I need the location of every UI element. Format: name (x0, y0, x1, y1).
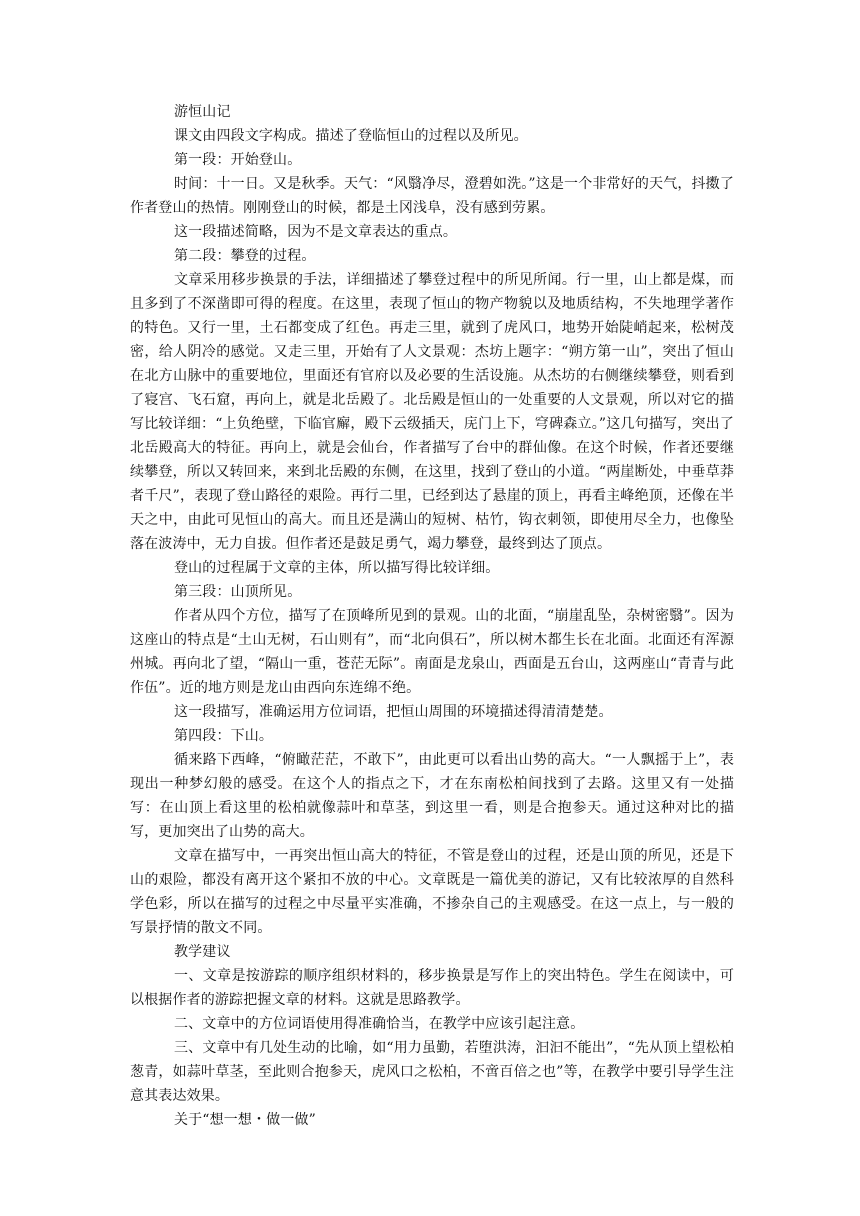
section-heading: 第二段：攀登的过程。 (174, 248, 316, 264)
section-heading: 第四段：下山。 (174, 728, 274, 744)
paragraph: 一、文章是按游踪的顺序组织材料的，移步换景是写作上的突出特色。学生在阅读中，可以根据作者的游踪把握文章的材料。这就是思路教学。 (130, 968, 734, 1008)
document-body (130, 100, 734, 1132)
paragraph: 登山的过程属于文章的主体，所以描写得比较详细。 (174, 560, 500, 576)
paragraph: 文章在描写中，一再突出恒山高大的特征，不管是登山的过程，还是山顶的所见，还是下山的艰险，都没有离开这个紧扣不放的中心。文章既是一篇优美的游记，又有比较浓厚的自然科学色彩，所以在描写的过程之中尽量平实准确，不掺杂自己的主观感受。在这一点上，与一般的写景抒情的散文不同。 (130, 848, 734, 936)
paragraph: 文章采用移步换景的手法，详细描述了攀登过程中的所见所闻。行一里，山上都是煤，而且多到了不深凿即可得的程度。在这里，表现了恒山的物产物貌以及地质结构，不失地理学著作的特色。又行一里，土石都变成了红色。再走三里，就到了虎风口，地势开始陡峭起来，松树茂密，给人阴冷的感觉。又走三里，开始有了人文景观：杰坊上题字：“朔方第一山”，突出了恒山在北方山脉中的重要地位，里面还有官府以及必要的生活设施。从杰坊的右侧继续攀登，则看到了寝宫、飞石窟，再向上，就是北岳殿了。北岳殿是恒山的一处重要的人文景观，所以对它的描写比较详细：“上负绝壁，下临官廨，殿下云级插天，庑门上下，穹碑森立。”这几句描写，突出了北岳殿高大的特征。再向上，就是会仙台，作者描写了台中的群仙像。在这个时候，作者还要继续攀登，所以又转回来，来到北岳殿的东侧，在这里，找到了登山的小道。“两崖断处，中垂草莽者千尺”，表现了登山路径的艰险。再行二里，已经到达了悬崖的顶上，再看主峰绝顶，还像在半天之中，由此可见恒山的高大。而且还是满山的短树、枯竹，钩衣刺领，即使用尽全力，也像坠落在波涛中，无力自拔。但作者还是鼓足勇气，竭力攀登，最终到达了顶点。 (130, 272, 734, 552)
section-heading: 第三段：山顶所见。 (174, 584, 302, 600)
paragraph: 这一段描写，准确运用方位词语，把恒山周围的环境描述得清清楚楚。 (174, 704, 613, 720)
paragraph: 这一段描述简略，因为不是文章表达的重点。 (174, 224, 457, 240)
paragraph: 作者从四个方位，描写了在顶峰所见到的景观。山的北面，“崩崖乱坠，杂树密翳”。因为这座山的特点是“土山无树，石山则有”，而“北向俱石”，所以树木都生长在北面。北面还有浑源州城。再向北了望，“隔山一重，苍茫无际”。南面是龙泉山，西面是五台山，这两座山“青青与此作伍”。近的地方则是龙山由西向东连绵不绝。 (130, 608, 734, 696)
section-heading: 关于“想一想・做一做” (174, 1112, 316, 1128)
paragraph: 循来路下西峰，“俯瞰茫茫，不敢下”，由此更可以看出山势的高大。“一人飘摇于上”，表现出一种梦幻般的感受。在这个人的指点之下，才在东南松柏间找到了去路。这里又有一处描写：在山顶上看这里的松柏就像蒜叶和草茎，到这里一看，则是合抱参天。通过这种对比的描写，更加突出了山势的高大。 (130, 752, 734, 840)
section-heading: 教学建议 (174, 944, 231, 960)
paragraph: 课文由四段文字构成。描述了登临恒山的过程以及所见。 (174, 128, 528, 144)
paragraph: 时间：十一日。又是秋季。天气：“风翳净尽，澄碧如洗。”这是一个非常好的天气，抖擞了作者登山的热情。刚刚登山的时候，都是土冈浅阜，没有感到劳累。 (130, 176, 734, 216)
document-title: 游恒山记 (174, 104, 231, 120)
paragraph: 三、文章中有几处生动的比喻，如“用力虽勤，若堕洪涛，汩汩不能出”，“先从顶上望松柏葱青，如蒜叶草茎，至此则合抱参天，虎风口之松柏，不啻百倍之也”等，在教学中要引导学生注意其表达效果。 (130, 1040, 734, 1104)
section-heading: 第一段：开始登山。 (174, 152, 302, 168)
paragraph: 二、文章中的方位词语使用得准确恰当，在教学中应该引起注意。 (174, 1016, 585, 1032)
